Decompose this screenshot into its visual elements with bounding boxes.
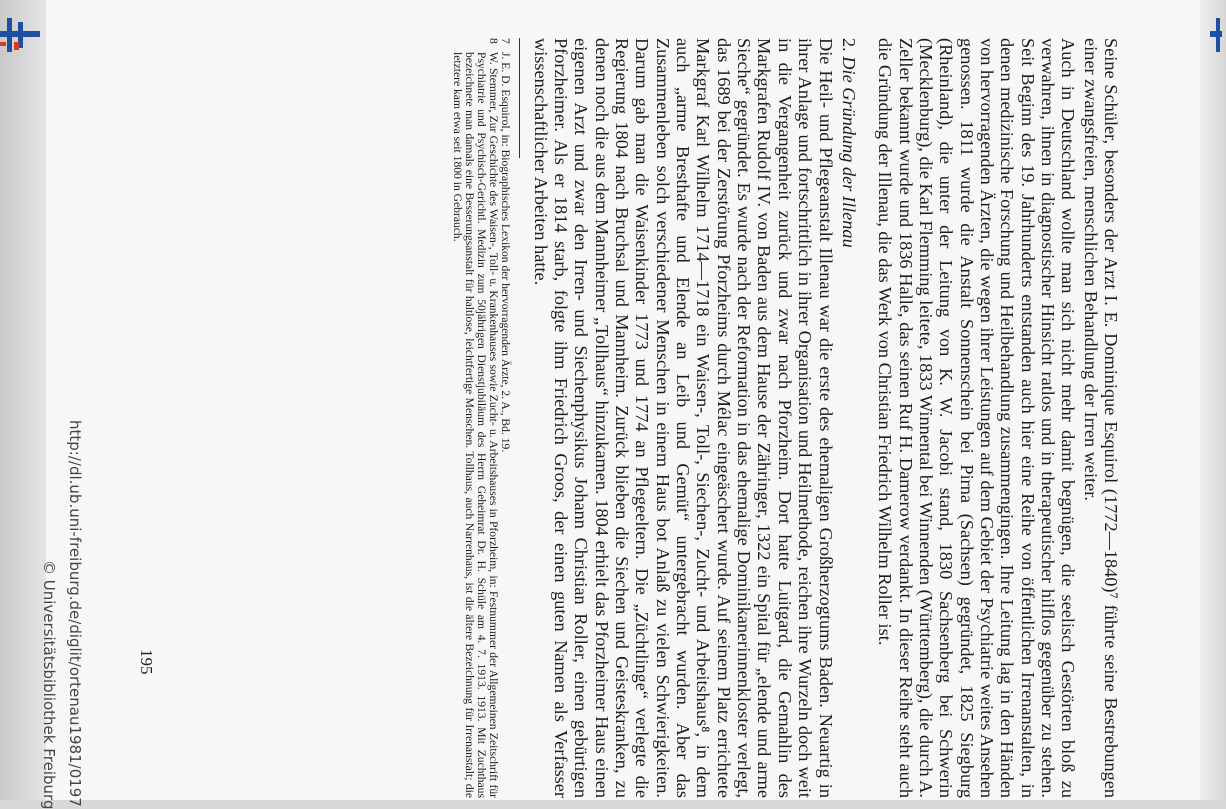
scanned-page (40, 0, 1200, 809)
footnote-7 (499, 38, 511, 798)
paragraph-1: Seine Schüler, besonders der Arzt I. E. Dominique Esquirol (1772—1840)⁷ führte seine Bestrebungen einer zwangsfreien, menschlichen Behandlung der Irren weiter. (1080, 38, 1121, 798)
rotated-page-content (451, 38, 1121, 798)
section-paragraph: Die Heil- und Pflegeanstalt Illenau war die erste des ehemaligen Großherzogtums Baden. Neuartig in ihrer Anlage und fortschrittlich in ihrer Organisation und Heilmethode, reichen ihre Wurzeln doch weit in die Vergangenheit zurück und zwar nach Pforzheim. Dort hatte Luitgard, die Gemahlin des Markgrafen Rudolf IV. von Baden aus dem Hause der Zähringer, 1322 ein Spital für „elende und arme Sieche“ gegründet. Es wurde nach der Reformation in das ehemalige Dominikanerinnenkloster verlegt, das 1689 bei der Zerstörung Pforzheims durch Mélac eingeäschert wurde. Auf seinem Platz errichtete Markgraf Karl Wilhelm 1714—1718 ein Waisen-, Toll-, Siechen-, Zucht- und Arbeitshaus⁸, in dem auch „arme Bresthafte und Elende an Leib und Gemüt“ untergebracht wurden. Aber das Zusammenleben solch verschiedener Menschen in einem Haus bot Anlaß zu vielen Schwierigkeiten. Darum gab man die Waisenkinder 1773 und 1774 an Pflegeeltern. Die „Züchtlinge“ verlegte die Regierung 1804 nach Bruchsal und Mannheim. Zurück blieben die Siechen und Geisteskranken, zu denen noch die aus dem Mannheimer „Tollhaus“ hinzukamen. 1804 erhielt das Pforzheimer Haus einen eigenen Arzt und zwar den Irren- und Siechenphysikus Johann Christian Roller, einen gebürtigen Pforzheimer. Als er 1814 starb, folgte ihm Friedrich Groos, der einen guten Namen als Verfasser wissenschaftlicher Arbeiten hatte. (530, 38, 836, 798)
body-text (530, 38, 1121, 798)
footnote-text: J. E. D. Esquirol, in: Biographisches Lexikon der hervorragenden Ärzte, 2. A., Bd. 19. (499, 52, 513, 453)
library-logo-icon-partial (1210, 18, 1222, 52)
copyright-notice: © Universitätsbibliothek Freiburg (40, 560, 58, 809)
footnote-rule (519, 38, 520, 158)
footnote-number: 8 (487, 38, 501, 44)
section-title: Die Gründung der Illenau (838, 56, 859, 248)
footnotes (451, 38, 511, 798)
page-number: 195 (137, 649, 156, 675)
viewer-right-margin (1200, 0, 1226, 800)
paragraph-2: Auch in Deutschland wollte man sich nicht mehr damit begnügen, die seelisch Gestörten bloß zu verwahren, ihnen in diagnostischer Hinsicht ratlos und in therapeutischer hilflos gegenüber zu stehen. Seit Beginn des 19. Jahrhunderts entstanden auch hier eine Reihe von öffentlichen Irrenanstalten, in denen medizinische Forschung und Heilbehandlung zusammengingen. Ihre Leitung lag in den Händen von hervorragenden Ärzten, die wegen ihrer Leistungen auf dem Gebiet der Psychiatrie weites Ansehen genossen. 1811 wurde die Anstalt Sonnenschein bei Pirna (Sachsen) gegründet, 1825 Siegburg (Rheinland), die unter der Leitung von K. W. Jacobi stand, 1830 Sachsenberg bei Schwerin (Mecklenburg), die Karl Flemming leitete, 1833 Winnental bei Winnenden (Württemberg), die durch A. Zeller bekannt wurde und 1836 Halle, das seinen Ruf H. Damerow verdankt. In dieser Reihe steht auch die Gründung der Illenau, die das Werk von Christian Friedrich Wilhelm Roller ist. (875, 38, 1079, 798)
source-url[interactable]: http://dl.ub.uni-freiburg.de/diglit/ortenau1981/0197 (66, 420, 84, 807)
library-logo-icon (0, 18, 40, 52)
footnote-8 (451, 38, 499, 798)
footnote-number: 7 (499, 38, 513, 44)
section-number: 2. (838, 38, 859, 52)
section-heading (839, 38, 859, 798)
footnote-text: W. Stemmer, Zur Geschichte des Waisen-, Toll- u. Krankenhauses sowie Zucht- u. Arbeitshauses in Pforzheim, in: Festnummer der Allgemeinen Zeitschrift für Psychiatrie und Psychisch-Gerichtl. Medizin zum 50jährigen Dienstjubiläum des Herrn Geheimrat Dr. H. Schüle am 4. 7. 1913. 1913. Mit Zuchthaus bezeichnete man damals eine Besserungsanstalt für haltlose, leichtfertige Menschen. Tollhaus, auch Narrenhaus, ist die ältere Bezeichnung für Irrenanstalt; die letztere kam etwa seit 1800 in Gebrauch. (451, 52, 501, 798)
